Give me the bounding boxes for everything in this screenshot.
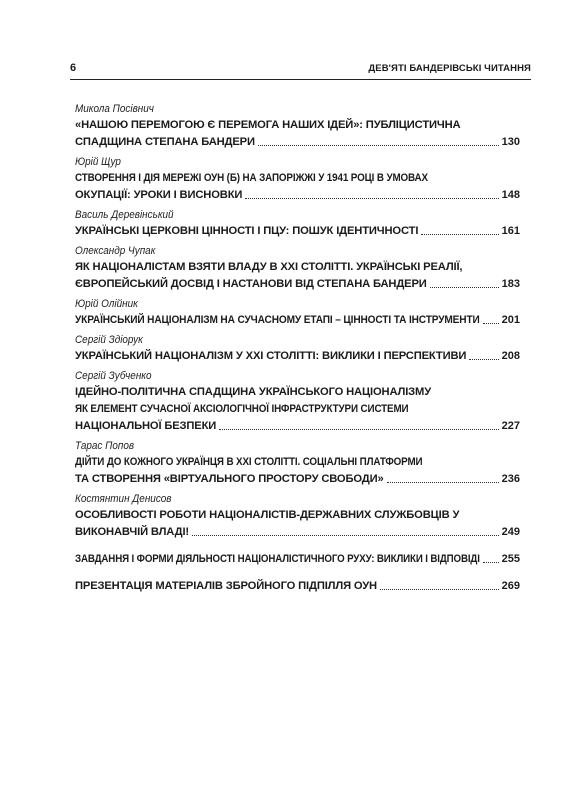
toc-entry	[75, 368, 520, 435]
toc-author: Сергій Здіорук	[75, 334, 143, 346]
running-title: ДЕВ'ЯТІ БАНДЕРІВСЬКІ ЧИТАННЯ	[368, 63, 531, 74]
header-rule	[70, 79, 531, 80]
toc-page-number: 208	[501, 350, 520, 362]
toc-entry	[75, 332, 520, 365]
toc-entry	[75, 578, 520, 595]
toc-title-text: СПАДЩИНА СТЕПАНА БАНДЕРИ	[75, 136, 255, 148]
toc-title-last-line[interactable]	[75, 524, 520, 541]
dot-leader	[483, 312, 499, 324]
toc-title-text: ОКУПАЦІЇ: УРОКИ І ВИСНОВКИ	[75, 189, 243, 201]
toc-title-line[interactable]: «НАШОЮ ПЕРЕМОГОЮ Є ПЕРЕМОГА НАШИХ ІДЕЙ»: ПУБЛІЦИСТИЧНА	[75, 119, 461, 131]
toc-title-last-line[interactable]	[75, 187, 520, 204]
table-of-contents	[75, 101, 520, 595]
toc-title-line[interactable]: ІДЕЙНО-ПОЛІТИЧНА СПАДЩИНА УКРАЇНСЬКОГО НАЦІОНАЛІЗМУ	[75, 386, 432, 398]
dot-leader	[219, 418, 498, 430]
toc-title-line[interactable]: ЯК ЕЛЕМЕНТ СУЧАСНОЇ АКСІОЛОГІЧНОЇ ІНФРАСТРУКТУРИ СИСТЕМИ	[75, 403, 409, 415]
toc-title-line[interactable]: ЯК НАЦІОНАЛІСТАМ ВЗЯТИ ВЛАДУ В ХХІ СТОЛІТТІ. УКРАЇНСЬКІ РЕАЛІЇ,	[75, 261, 463, 273]
dot-leader	[192, 524, 499, 536]
toc-title-text: УКРАЇНСЬКІ ЦЕРКОВНІ ЦІННОСТІ І ПЦУ: ПОШУК ІДЕНТИЧНОСТІ	[75, 225, 419, 237]
toc-entry	[75, 296, 520, 329]
toc-entry	[75, 551, 520, 568]
dot-leader	[387, 471, 499, 483]
toc-page-number: 183	[501, 278, 520, 290]
page-header	[70, 62, 531, 78]
toc-title-text: ЄВРОПЕЙСЬКИЙ ДОСВІД І НАСТАНОВИ ВІД СТЕПАНА БАНДЕРИ	[75, 278, 427, 290]
toc-page-number: 161	[501, 225, 520, 237]
toc-title-last-line[interactable]	[75, 348, 520, 365]
dot-leader	[421, 223, 498, 235]
toc-title-text: УКРАЇНСЬКИЙ НАЦІОНАЛІЗМ У ХХІ СТОЛІТТІ: ВИКЛИКИ І ПЕРСПЕКТИВИ	[75, 350, 467, 362]
toc-author: Юрій Щур	[75, 156, 121, 168]
toc-title-text: НАЦІОНАЛЬНОЇ БЕЗПЕКИ	[75, 420, 217, 432]
toc-entry	[75, 491, 520, 541]
toc-page-number: 227	[501, 420, 520, 432]
toc-title-last-line[interactable]	[75, 418, 520, 435]
toc-entry	[75, 243, 520, 293]
toc-title-line[interactable]: ОСОБЛИВОСТІ РОБОТИ НАЦІОНАЛІСТІВ-ДЕРЖАВНИХ СЛУЖБОВЦІВ У	[75, 509, 460, 521]
toc-title-text: ЗАВДАННЯ І ФОРМИ ДІЯЛЬНОСТІ НАЦІОНАЛІСТИЧНОГО РУХУ: ВИКЛИКИ І ВІДПОВІДІ	[75, 553, 480, 565]
toc-title-last-line[interactable]	[75, 223, 520, 240]
toc-title-last-line[interactable]	[75, 134, 520, 151]
toc-title-last-line[interactable]	[75, 312, 520, 329]
toc-title-last-line[interactable]	[75, 578, 520, 595]
dot-leader	[483, 551, 499, 563]
toc-title-line[interactable]: СТВОРЕННЯ І ДІЯ МЕРЕЖІ ОУН (Б) НА ЗАПОРІЖЖІ У 1941 РОЦІ В УМОВАХ	[75, 172, 428, 184]
dot-leader	[245, 187, 498, 199]
toc-title-text: ТА СТВОРЕННЯ «ВІРТУАЛЬНОГО ПРОСТОРУ СВОБОДИ»	[75, 473, 384, 485]
toc-page-number: 130	[501, 136, 520, 148]
toc-page-number: 255	[501, 553, 520, 565]
toc-title-last-line[interactable]	[75, 551, 520, 568]
toc-page-number: 201	[501, 314, 520, 326]
toc-author: Василь Деревінський	[75, 209, 174, 221]
toc-entry	[75, 101, 520, 151]
dot-leader	[430, 276, 499, 288]
dot-leader	[380, 578, 499, 590]
toc-author: Сергій Зубченко	[75, 370, 152, 382]
toc-page-number: 249	[501, 526, 520, 538]
toc-title-last-line[interactable]	[75, 276, 520, 293]
toc-author: Юрій Олійник	[75, 298, 138, 310]
toc-author: Костянтин Денисов	[75, 493, 172, 505]
toc-entry	[75, 154, 520, 204]
toc-page-number: 148	[501, 189, 520, 201]
toc-author: Олександр Чупак	[75, 245, 156, 257]
toc-entry	[75, 438, 520, 488]
toc-entry	[75, 207, 520, 240]
toc-title-text: ПРЕЗЕНТАЦІЯ МАТЕРІАЛІВ ЗБРОЙНОГО ПІДПІЛЛЯ ОУН	[75, 580, 377, 592]
dot-leader	[469, 348, 498, 360]
toc-page-number: 236	[501, 473, 520, 485]
toc-page-number: 269	[501, 580, 520, 592]
toc-title-last-line[interactable]	[75, 471, 520, 488]
toc-title-line[interactable]: ДІЙТИ ДО КОЖНОГО УКРАЇНЦЯ В ХХІ СТОЛІТТІ. СОЦІАЛЬНІ ПЛАТФОРМИ	[75, 456, 423, 468]
toc-title-text: ВИКОНАВЧІЙ ВЛАДІ!	[75, 526, 189, 538]
page-number: 6	[70, 62, 77, 74]
toc-author: Микола Посівнич	[75, 103, 154, 115]
dot-leader	[258, 134, 499, 146]
toc-title-text: УКРАЇНСЬКИЙ НАЦІОНАЛІЗМ НА СУЧАСНОМУ ЕТАПІ – ЦІННОСТІ ТА ІНСТРУМЕНТИ	[75, 314, 480, 326]
toc-author: Тарас Попов	[75, 440, 135, 452]
